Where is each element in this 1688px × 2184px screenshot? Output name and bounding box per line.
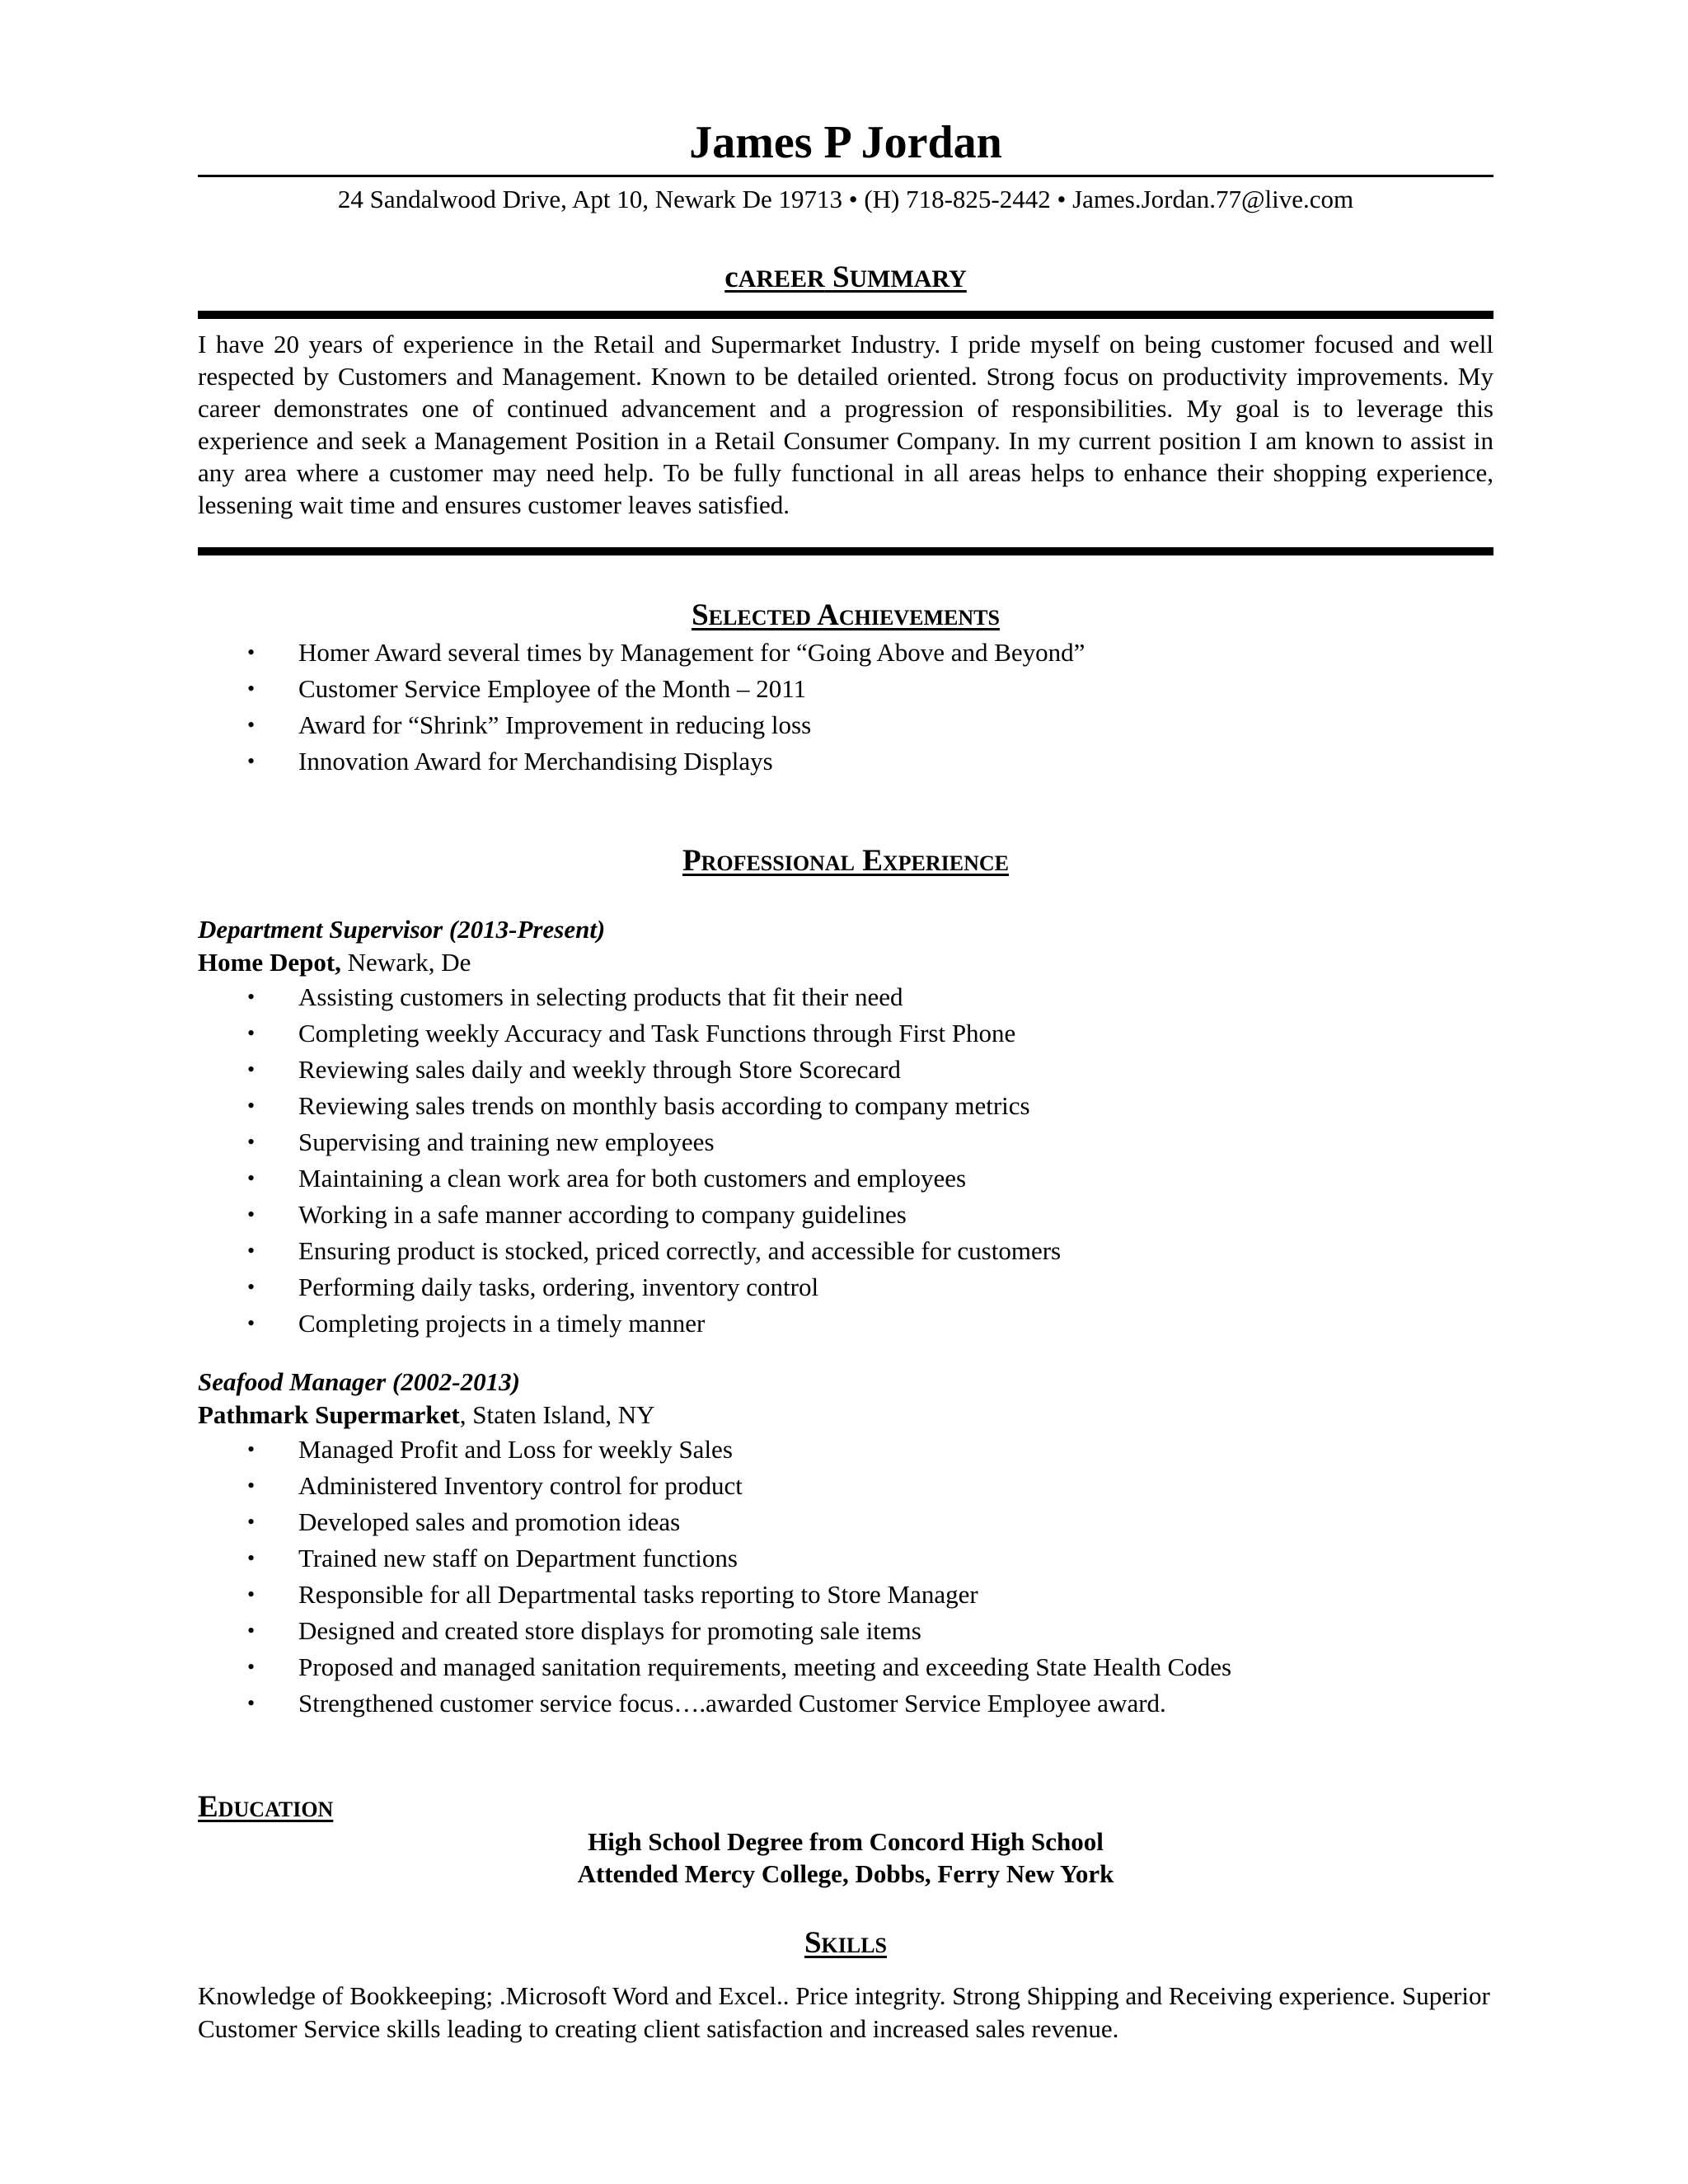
job-title: Seafood Manager (2002-2013) bbox=[198, 1367, 520, 1396]
list-item-text: Reviewing sales daily and weekly through Store Scorecard bbox=[298, 1055, 901, 1084]
bullet-icon: • bbox=[247, 1474, 256, 1497]
list-item bbox=[198, 1160, 1493, 1197]
list-item-text: Responsible for all Departmental tasks reporting to Store Manager bbox=[298, 1580, 978, 1609]
bullet-icon: • bbox=[247, 1239, 256, 1263]
bullet-icon: • bbox=[247, 640, 256, 664]
bullet-icon: • bbox=[247, 713, 256, 737]
summary-bottom-rule bbox=[198, 547, 1493, 555]
bullet-icon: • bbox=[247, 1057, 256, 1081]
list-item-text: Completing weekly Accuracy and Task Functions through First Phone bbox=[298, 1019, 1016, 1047]
list-item bbox=[198, 1468, 1493, 1504]
list-item-text: Designed and created store displays for promoting sale items bbox=[298, 1616, 921, 1645]
bullet-icon: • bbox=[247, 1619, 256, 1643]
list-item-text: Developed sales and promotion ideas bbox=[298, 1507, 681, 1536]
list-item bbox=[198, 1015, 1493, 1052]
list-item bbox=[198, 671, 1493, 707]
bullet-icon: • bbox=[247, 1275, 256, 1299]
bullet-icon: • bbox=[247, 1546, 256, 1570]
list-item bbox=[198, 1088, 1493, 1124]
bullet-icon: • bbox=[247, 1655, 256, 1679]
list-item-text: Homer Award several times by Management for “Going Above and Beyond” bbox=[298, 638, 1085, 667]
list-item bbox=[198, 1649, 1493, 1685]
list-item bbox=[198, 743, 1493, 780]
list-item bbox=[198, 1124, 1493, 1160]
bullet-icon: • bbox=[247, 1021, 256, 1045]
job-title: Department Supervisor (2013-Present) bbox=[198, 915, 606, 944]
summary-top-rule bbox=[198, 311, 1493, 319]
list-item-text: Award for “Shrink” Improvement in reducing loss bbox=[298, 710, 812, 739]
list-item-text: Completing projects in a timely manner bbox=[298, 1309, 706, 1338]
list-item bbox=[198, 1197, 1493, 1233]
header-divider bbox=[198, 175, 1493, 177]
list-item bbox=[198, 1233, 1493, 1269]
achievements-heading: Selected Achievements bbox=[692, 598, 1000, 632]
list-item-text: Performing daily tasks, ordering, inventory control bbox=[298, 1272, 819, 1301]
list-item bbox=[198, 707, 1493, 743]
bullet-icon: • bbox=[247, 749, 256, 773]
bullet-icon: • bbox=[247, 1202, 256, 1226]
resume-name: James P Jordan bbox=[689, 117, 1002, 168]
list-item-text: Working in a safe manner according to company guidelines bbox=[298, 1200, 907, 1229]
list-item bbox=[198, 1305, 1493, 1342]
education-heading: Education bbox=[198, 1790, 334, 1824]
list-item-text: Strengthened customer service focus….awarded Customer Service Employee award. bbox=[298, 1689, 1166, 1718]
bullet-icon: • bbox=[247, 985, 256, 1009]
bullet-icon: • bbox=[247, 1094, 256, 1118]
bullet-icon: • bbox=[247, 1510, 256, 1534]
job-employer: Pathmark Supermarket, Staten Island, NY bbox=[198, 1400, 655, 1429]
list-item bbox=[198, 1432, 1493, 1468]
list-item bbox=[198, 1504, 1493, 1540]
bullet-icon: • bbox=[247, 1437, 256, 1461]
bullet-icon: • bbox=[247, 1582, 256, 1606]
job-employer: Home Depot, Newark, De bbox=[198, 948, 471, 977]
contact-line: 24 Sandalwood Drive, Apt 10, Newark De 19713 • (H) 718-825-2442 • James.Jordan.77@live.com bbox=[337, 185, 1354, 213]
list-item-text: Managed Profit and Loss for weekly Sales bbox=[298, 1435, 733, 1464]
list-item bbox=[198, 1269, 1493, 1305]
list-item-text: Administered Inventory control for product bbox=[298, 1471, 743, 1500]
list-item bbox=[198, 1577, 1493, 1613]
job-duties-list bbox=[198, 979, 1493, 1342]
list-item-text: Ensuring product is stocked, priced correctly, and accessible for customers bbox=[298, 1236, 1062, 1265]
list-item bbox=[198, 1613, 1493, 1649]
list-item-text: Assisting customers in selecting products that fit their need bbox=[298, 982, 903, 1011]
skills-heading: Skills bbox=[804, 1926, 888, 1960]
bullet-icon: • bbox=[247, 1166, 256, 1190]
job-duties-list bbox=[198, 1432, 1493, 1722]
list-item bbox=[198, 635, 1493, 671]
list-item-text: Innovation Award for Merchandising Displays bbox=[298, 747, 773, 776]
education-line: Attended Mercy College, Dobbs, Ferry New York bbox=[577, 1859, 1114, 1888]
education-line: High School Degree from Concord High School bbox=[588, 1827, 1104, 1856]
bullet-icon: • bbox=[247, 1130, 256, 1154]
list-item-text: Proposed and managed sanitation requirements, meeting and exceeding State Health Codes bbox=[298, 1652, 1232, 1681]
career-summary-text: I have 20 years of experience in the Retail and Supermarket Industry. I pride myself on being customer focused and well respected by Customers and Management. Known to be detailed oriented. Strong focus on productivity improvements. My career demonstrates one of continued advancement and a progression of responsibilities. My goal is to leverage this experience and seek a Management Position in a Retail Consumer Company. In my current position I am known to assist in any area where a customer may need help. To be fully functional in all areas helps to enhance their shopping experience, lessening wait time and ensures customer leaves satisfied. bbox=[198, 330, 1493, 519]
experience-heading: Professional Experience bbox=[682, 844, 1010, 878]
achievements-list bbox=[198, 635, 1493, 780]
list-item-text: Maintaining a clean work area for both customers and employees bbox=[298, 1164, 967, 1193]
list-item bbox=[198, 1540, 1493, 1577]
list-item-text: Customer Service Employee of the Month – 2011 bbox=[298, 674, 807, 703]
list-item-text: Trained new staff on Department functions bbox=[298, 1544, 738, 1572]
list-item bbox=[198, 1685, 1493, 1722]
bullet-icon: • bbox=[247, 677, 256, 701]
bullet-icon: • bbox=[247, 1691, 256, 1715]
list-item-text: Reviewing sales trends on monthly basis according to company metrics bbox=[298, 1091, 1030, 1120]
list-item bbox=[198, 979, 1493, 1015]
career-summary-heading: cAREER SUMMARY bbox=[724, 260, 967, 294]
list-item bbox=[198, 1052, 1493, 1088]
bullet-icon: • bbox=[247, 1311, 256, 1335]
list-item-text: Supervising and training new employees bbox=[298, 1127, 715, 1156]
skills-text: Knowledge of Bookkeeping; .Microsoft Word and Excel.. Price integrity. Strong Shipping and Receiving experience. Superior Customer Service skills leading to creating client satisfaction and increased sales revenue. bbox=[198, 1981, 1490, 2043]
